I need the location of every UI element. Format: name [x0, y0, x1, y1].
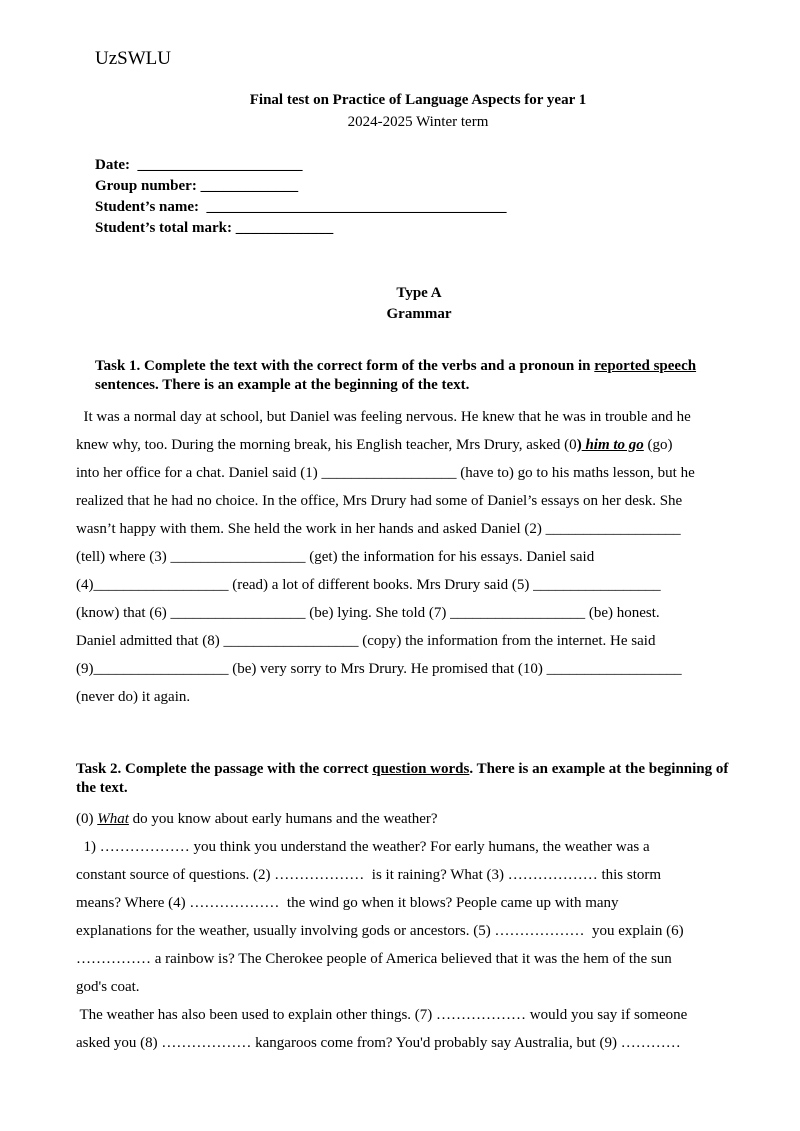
- text-line: (4)__________________ (read) a lot of different books. Mrs Drury said (5) _________________: [76, 577, 661, 593]
- organization-name: UzSWLU: [95, 48, 171, 69]
- text-line: Daniel admitted that (8) __________________ (copy) the information from the internet. He said: [76, 633, 656, 649]
- text-line: The weather has also been used to explain other things. (7) ……………… would you say if someone: [76, 1007, 688, 1023]
- test-type: Type A: [396, 285, 442, 301]
- text-line: constant source of questions. (2) ……………… is it raining? What (3) ……………… this storm: [76, 867, 662, 883]
- text-line: (never do) it again.: [76, 689, 191, 705]
- text-line: 1) ……………… you think you understand the weather? For early humans, the weather was a: [76, 839, 650, 855]
- student-name-field: Student’s name: ________________________________________: [95, 199, 507, 215]
- example-answer: him to go: [581, 437, 644, 453]
- text-line: into her office for a chat. Daniel said (1) __________________ (have to) go to his maths lesson, but he: [76, 465, 695, 481]
- total-mark-field: Student’s total mark: _____________: [95, 220, 334, 236]
- text-line: It was a normal day at school, but Daniel was feeling nervous. He knew that he was in trouble and he: [76, 409, 691, 425]
- text-line: …………… a rainbow is? The Cherokee people of America believed that it was the hem of the sun: [76, 951, 672, 967]
- group-number-field: Group number: _____________: [95, 178, 299, 194]
- text-line: knew why, too. During the morning break, his English teacher, Mrs Drury, asked (0) him to go (go): [76, 437, 673, 453]
- text-line: realized that he had no choice. In the office, Mrs Drury had some of Daniel’s essays on her desk. She: [76, 493, 683, 509]
- section-heading: [0, 283, 800, 325]
- task2-text: [76, 805, 756, 1057]
- student-info-fields: [95, 155, 507, 239]
- text-line: (0) What do you know about early humans and the weather?: [76, 811, 438, 827]
- text-line: asked you (8) ……………… kangaroos come from? You'd probably say Australia, but (9) …………: [76, 1035, 681, 1051]
- question-words-term: question words: [372, 761, 470, 777]
- text-line: god's coat.: [76, 979, 140, 995]
- task1-text: [76, 403, 756, 711]
- text-line: (tell) where (3) __________________ (get) the information for his essays. Daniel said: [76, 549, 595, 565]
- task1-instructions: Task 1. Complete the text with the correct form of the verbs and a pronoun in reported speech sentences. There is an example at the beginning of the text.: [95, 358, 697, 393]
- text-line: (know) that (6) __________________ (be) lying. She told (7) __________________ (be) honest.: [76, 605, 660, 621]
- task2-instructions: Task 2. Complete the passage with the correct question words. There is an example at the beginning of the text.: [76, 761, 729, 796]
- reported-speech-term: reported speech: [594, 358, 697, 374]
- text-line: wasn’t happy with them. She held the work in her hands and asked Daniel (2) __________________: [76, 521, 681, 537]
- text-line: (9)__________________ (be) very sorry to Mrs Drury. He promised that (10) __________________: [76, 661, 682, 677]
- test-title: Final test on Practice of Language Aspects for year 1: [249, 92, 587, 108]
- date-field: Date: ______________________: [95, 157, 303, 173]
- text-line: means? Where (4) ……………… the wind go when it blows? People came up with many: [76, 895, 619, 911]
- text-line: explanations for the weather, usually involving gods or ancestors. (5) ……………… you explain (6): [76, 923, 684, 939]
- section-name: Grammar: [386, 306, 452, 322]
- term-label: 2024-2025 Winter term: [347, 114, 489, 130]
- example-answer: What: [97, 811, 129, 827]
